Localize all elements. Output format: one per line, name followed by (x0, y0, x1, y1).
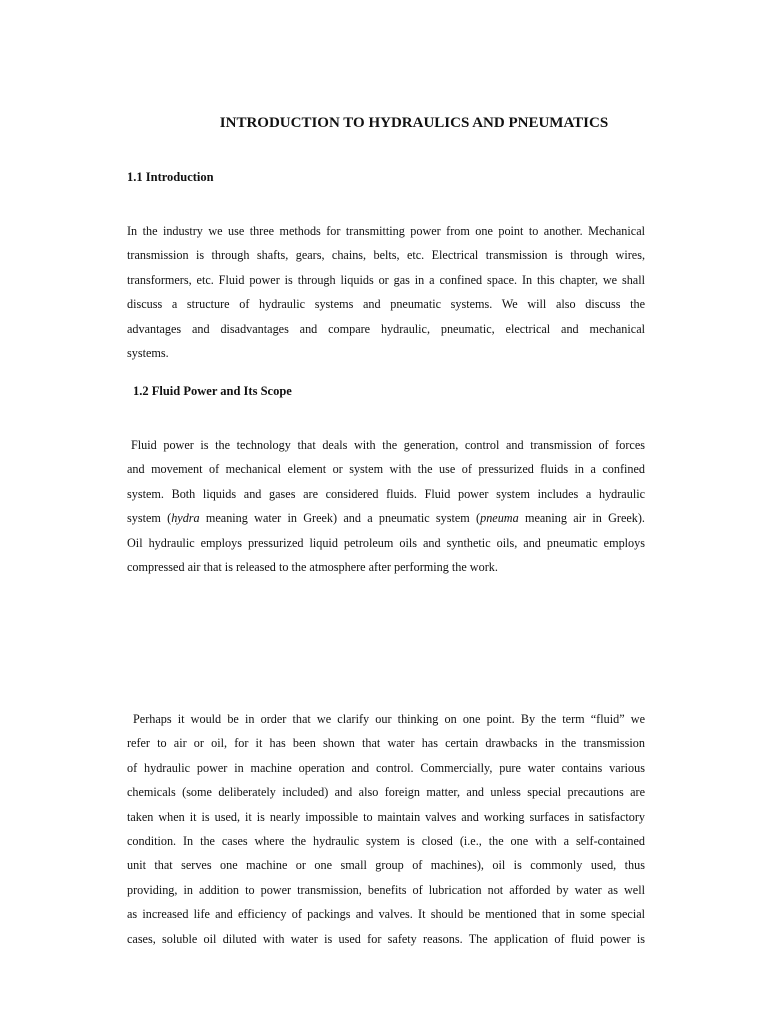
italic-term-pneuma: pneuma (480, 511, 519, 526)
text-line: providing, in addition to power transmission, benefits of lubrication not afforded by water as well (127, 882, 645, 897)
text-fragment: meaning water in Greek) and a pneumatic system ( (199, 511, 481, 526)
text-line-italic-terms (127, 506, 645, 530)
text-line: compressed air that is released to the atmosphere after performing the work. (127, 559, 498, 574)
text-line: transmission is through shafts, gears, chains, belts, etc. Electrical transmission is through wires, (127, 248, 645, 263)
text-line: advantages and disadvantages and compare hydraulic, pneumatic, electrical and mechanical (127, 321, 645, 336)
italic-term-hydra: hydra (171, 511, 200, 526)
section-heading-fluid-power: 1.2 Fluid Power and Its Scope (133, 384, 292, 398)
paragraph-fluid-clarification (127, 707, 645, 951)
text-fragment: system ( (127, 511, 172, 526)
text-line: cases, soluble oil diluted with water is used for safety reasons. The application of fluid power is (127, 931, 645, 946)
text-line: condition. In the cases where the hydraulic system is closed (i.e., the one with a self-contained (127, 833, 645, 848)
text-fragment: meaning air in Greek). (518, 511, 645, 526)
text-line: discuss a structure of hydraulic systems and pneumatic systems. We will also discuss the (127, 297, 645, 312)
text-line: taken when it is used, it is nearly impossible to maintain valves and working surfaces in satisfactory (127, 809, 645, 824)
text-line: chemicals (some deliberately included) and also foreign matter, and unless special precautions are (127, 785, 645, 800)
text-line: transformers, etc. Fluid power is through liquids or gas in a confined space. In this chapter, we shall (127, 272, 645, 287)
text-line: and movement of mechanical element or system with the use of pressurized fluids in a confined (127, 462, 645, 477)
text-line: of hydraulic power in machine operation and control. Commercially, pure water contains various (127, 760, 645, 775)
text-line: refer to air or oil, for it has been shown that water has certain drawbacks in the transmission (127, 736, 645, 751)
paragraph-introduction (127, 219, 645, 365)
text-line: system. Both liquids and gases are considered fluids. Fluid power system includes a hydraulic (127, 486, 645, 501)
text-line: unit that serves one machine or one small group of machines), oil is commonly used, thus (127, 858, 645, 873)
text-line: Oil hydraulic employs pressurized liquid petroleum oils and synthetic oils, and pneumatic employs (127, 535, 645, 550)
text-line: as increased life and efficiency of packings and valves. It should be mentioned that in some special (127, 907, 645, 922)
section-heading-introduction: 1.1 Introduction (127, 170, 214, 184)
text-line: Fluid power is the technology that deals with the generation, control and transmission of forces (131, 438, 645, 452)
text-line: Perhaps it would be in order that we clarify our thinking on one point. By the term “fluid” we (133, 712, 645, 726)
document-title: INTRODUCTION TO HYDRAULICS AND PNEUMATICS (219, 115, 609, 131)
text-line: In the industry we use three methods for transmitting power from one point to another. Mechanical (127, 224, 645, 238)
paragraph-fluid-power (127, 433, 645, 579)
text-line: systems. (127, 345, 169, 360)
